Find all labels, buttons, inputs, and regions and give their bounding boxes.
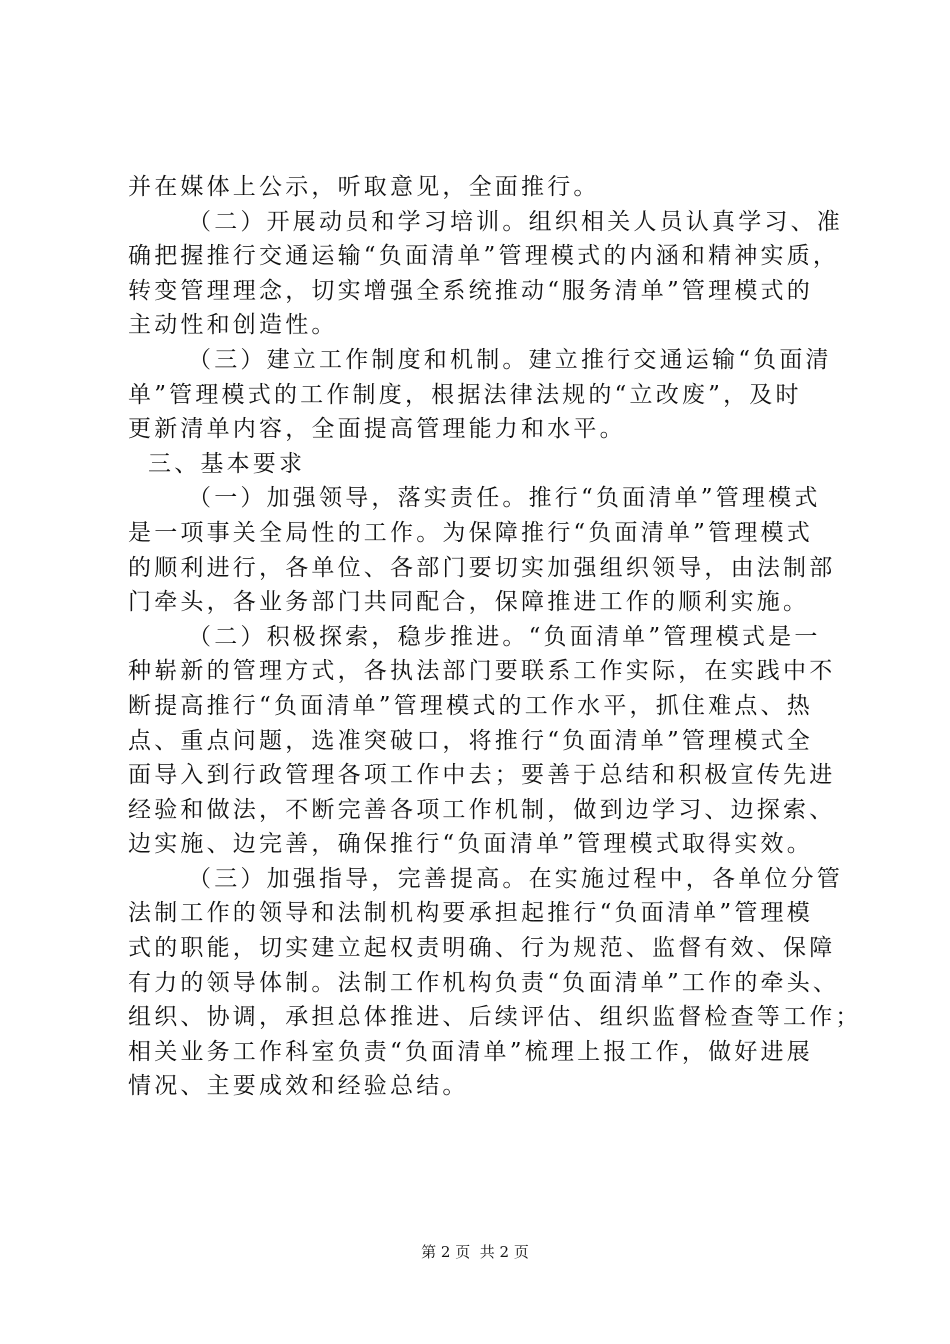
text-line: 式的职能，切实建立起权责明确、行为规范、监督有效、保障 [128,935,836,962]
text-line: 转变管理理念，切实增强全系统推动“服务清单”管理模式的 [128,277,813,304]
page-number-label: 第 2 页 共 2 页 [421,1243,529,1261]
text-line: 并在媒体上公示，听取意见，全面推行。 [128,174,600,200]
text-line: 面导入到行政管理各项工作中去；要善于总结和积极宣传先进 [128,762,836,789]
text-line: 情况、主要成效和经验总结。 [128,1073,469,1100]
text-line: 确把握推行交通运输“负面清单”管理模式的内涵和精神实质， [128,243,840,270]
text-line: （三）建立工作制度和机制。建立推行交通运输“负面清 [188,346,832,373]
text-line: 主动性和创造性。 [128,312,338,339]
text-line: 的顺利进行，各单位、各部门要切实加强组织领导，由法制部 [128,554,836,581]
text-line: 组织、协调，承担总体推进、后续评估、组织监督检查等工作； [128,1004,862,1031]
text-line: 更新清单内容，全面提高管理能力和水平。 [128,416,626,443]
document-body [128,170,862,1104]
text-line: 是一项事关全局性的工作。为保障推行“负面清单”管理模式 [128,519,813,546]
text-line: 种崭新的管理方式，各执法部门要联系工作实际，在实践中不 [128,658,836,685]
section-heading: 三、基本要求 [148,450,306,477]
text-line: （三）加强指导，完善提高。在实施过程中，各单位分管 [188,865,843,892]
text-line: 法制工作的领导和法制机构要承担起推行“负面清单”管理模 [128,900,813,927]
text-line: 单”管理模式的工作制度，根据法律法规的“立改废”，及时 [128,381,802,408]
text-line: 经验和做法，不断完善各项工作机制，做到边学习、边探索、 [128,796,836,823]
page-footer [0,1242,950,1262]
text-line: 相关业务工作科室负责“负面清单”梳理上报工作，做好进展 [128,1038,813,1065]
text-line: 门牵头，各业务部门共同配合，保障推进工作的顺利实施。 [128,589,810,616]
text-line: 边实施、边完善，确保推行“负面清单”管理模式取得实效。 [128,831,813,858]
text-line: （二）开展动员和学习培训。组织相关人员认真学习、准 [188,208,843,235]
text-line: 有力的领导体制。法制工作机构负责“负面清单”工作的牵头、 [128,969,840,996]
text-line: （一）加强领导，落实责任。推行“负面清单”管理模式 [188,485,821,512]
text-line: 断提高推行“负面清单”管理模式的工作水平，抓住难点、热 [128,692,813,719]
text-line: （二）积极探索，稳步推进。“负面清单”管理模式是一 [188,623,821,650]
text-line: 点、重点问题，选准突破口，将推行“负面清单”管理模式全 [128,727,813,754]
